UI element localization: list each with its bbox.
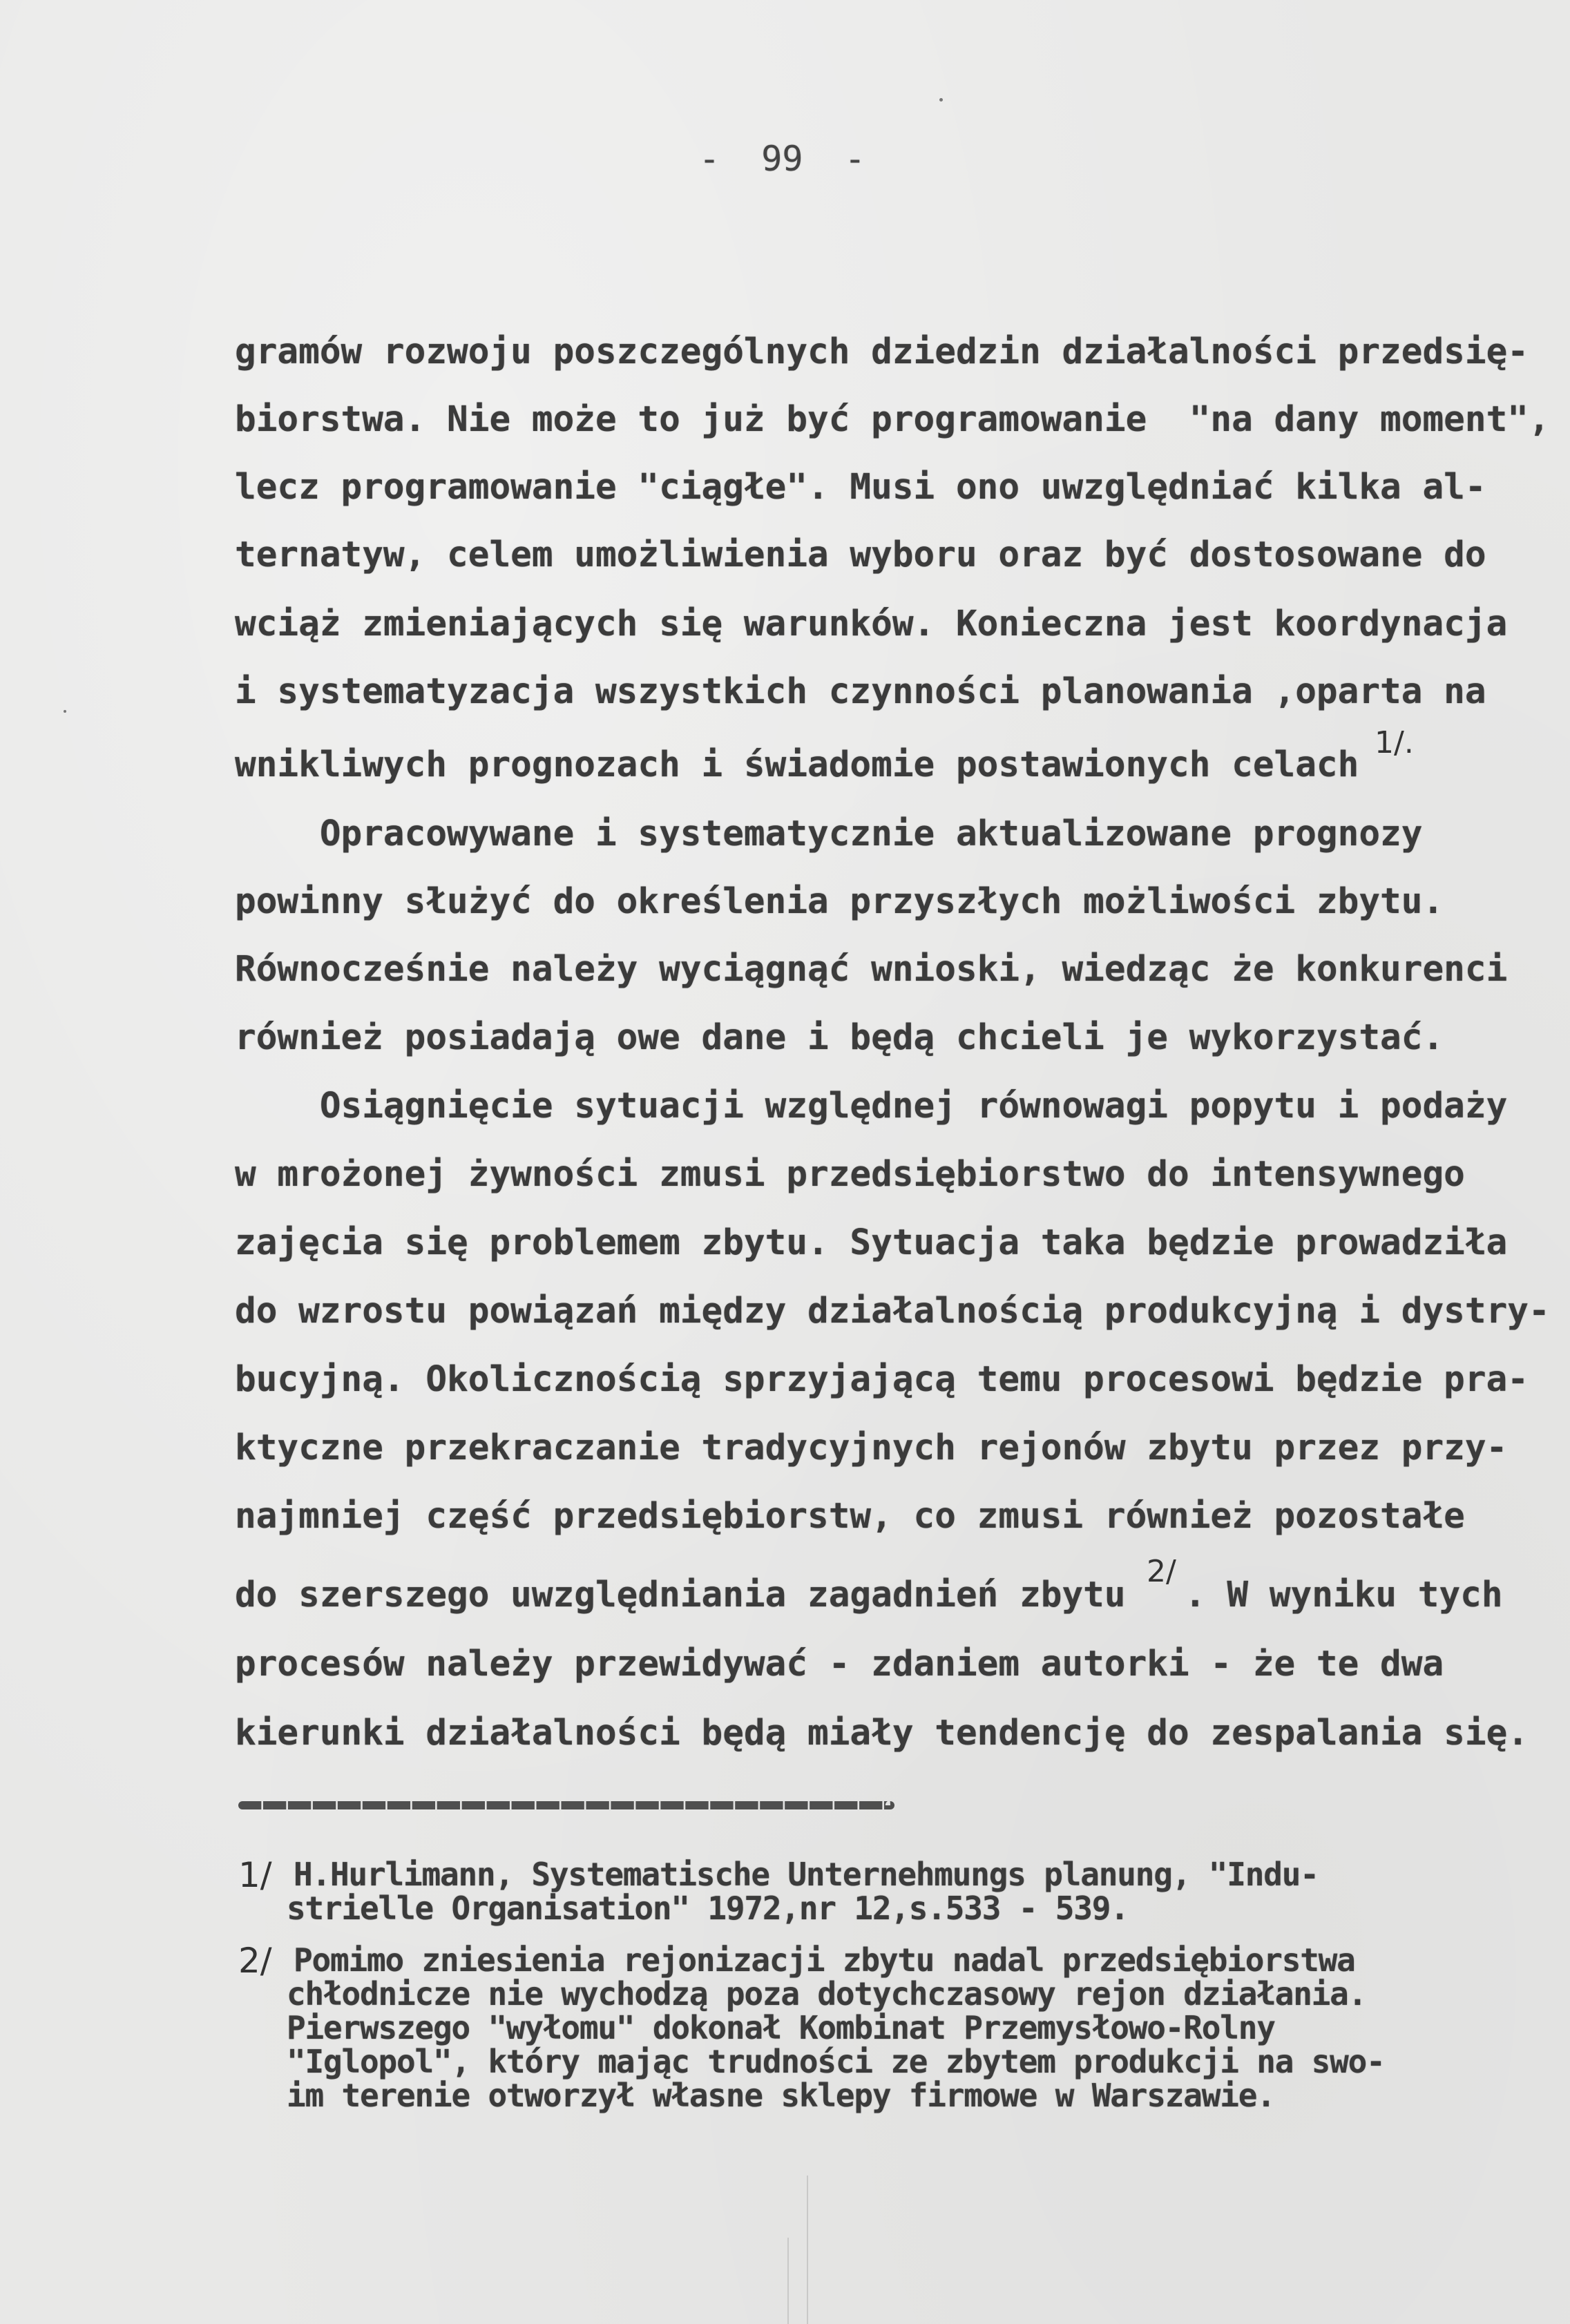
footnote-line: "Iglopol", który mając trudności ze zbytem produkcji na swo- — [287, 2043, 1385, 2080]
body-line: również posiadają owe dane i będą chcieli je wykorzystać. — [235, 1017, 1444, 1058]
footnote-ref-2: 2/ — [1147, 1554, 1176, 1589]
body-line: Opracowywane i systematycznie aktualizowane prognozy — [235, 814, 1423, 854]
body-line: kierunki działalności będą miały tendencję do zespalania się. — [235, 1713, 1529, 1754]
paper-speck — [939, 98, 943, 102]
body-line-tail: . W wyniku tych — [1185, 1575, 1503, 1615]
body-line: do szerszego uwzględniania zagadnień zbytu — [235, 1575, 1126, 1615]
body-line: najmniej część przedsiębiorstw, co zmusi również pozostałe — [235, 1496, 1465, 1537]
footnote-line: im terenie otworzył własne sklepy firmowe w Warszawie. — [287, 2077, 1275, 2114]
body-line: wnikliwych prognozach i świadomie postawionych celach — [235, 745, 1359, 785]
body-line: ternatyw, celem umożliwienia wyboru oraz być dostosowane do — [235, 535, 1486, 575]
footnote-marker: 1/ — [238, 1855, 272, 1895]
paper-crease — [787, 2238, 789, 2324]
body-line: do wzrostu powiązań między działalnością produkcyjną i dystry- — [235, 1291, 1550, 1332]
body-line: w mrożonej żywności zmusi przedsiębiorstwo do intensywnego — [235, 1154, 1465, 1195]
page-number: - 99 - — [699, 139, 865, 179]
body-line: ktyczne przekraczanie tradycyjnych rejonów zbytu przez przy- — [235, 1428, 1508, 1468]
body-line: Osiągnięcie sytuacji względnej równowagi popytu i podaży — [235, 1086, 1508, 1126]
body-line: i systematyzacja wszystkich czynności planowania ,oparta na — [235, 671, 1486, 712]
body-line: zajęcia się problemem zbytu. Sytuacja taka będzie prowadziła — [235, 1222, 1508, 1263]
footnote-line: Pierwszego "wyłomu" dokonał Kombinat Przemysłowo-Rolny — [287, 2009, 1275, 2046]
body-line: procesów należy przewidywać - zdaniem autorki - że te dwa — [235, 1644, 1444, 1684]
body-line: lecz programowanie "ciągłe". Musi ono uwzględniać kilka al- — [235, 467, 1486, 508]
footnote-line: chłodnicze nie wychodzą poza dotychczasowy rejon działania. — [287, 1975, 1367, 2013]
footnote-line: strielle Organisation" 1972,nr 12,s.533 - 539. — [287, 1890, 1129, 1927]
body-line: bucyjną. Okolicznością sprzyjającą temu procesowi będzie pra- — [235, 1359, 1529, 1400]
footnote-separator — [238, 1801, 894, 1809]
footnote-marker: 2/ — [238, 1941, 272, 1981]
body-line: Równocześnie należy wyciągnąć wnioski, wiedząc że konkurenci — [235, 949, 1508, 990]
body-line: gramów rozwoju poszczególnych dziedzin działalności przedsię- — [235, 332, 1529, 372]
body-line: biorstwa. Nie może to już być programowanie "na dany moment", — [235, 399, 1550, 440]
footnote-ref-1: 1/. — [1375, 725, 1414, 760]
paper-crease — [807, 2176, 808, 2324]
paper-speck — [64, 710, 66, 713]
body-line: powinny służyć do określenia przyszłych możliwości zbytu. — [235, 881, 1444, 922]
footnote-line: H.Hurlimann, Systematische Unternehmungs planung, "Indu- — [294, 1856, 1319, 1893]
footnote-line: Pomimo zniesienia rejonizacji zbytu nadal przedsiębiorstwa — [294, 1941, 1355, 1979]
body-line: wciąż zmieniających się warunków. Konieczna jest koordynacja — [235, 604, 1508, 644]
